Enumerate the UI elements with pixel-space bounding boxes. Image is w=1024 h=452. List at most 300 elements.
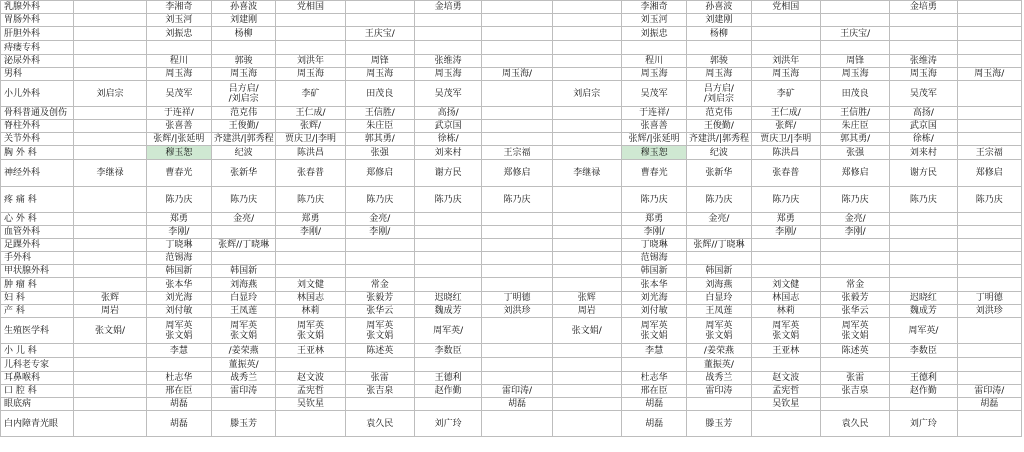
doctor-cell[interactable]: 刘洪年 (276, 55, 345, 68)
doctor-cell[interactable]: 张辉/|张延明 (621, 133, 686, 146)
doctor-cell[interactable] (552, 187, 621, 213)
doctor-cell[interactable]: 王信胜/ (820, 107, 889, 120)
doctor-cell[interactable]: 李刚/ (276, 226, 345, 239)
doctor-cell[interactable] (687, 226, 751, 239)
doctor-cell[interactable] (74, 213, 146, 226)
doctor-cell[interactable]: 徐栋/ (414, 133, 481, 146)
doctor-cell[interactable] (552, 14, 621, 27)
doctor-cell[interactable] (74, 133, 146, 146)
department-cell[interactable]: 血管外科 (1, 226, 74, 239)
doctor-cell[interactable]: 周玉海 (345, 68, 414, 81)
doctor-cell[interactable] (74, 372, 146, 385)
doctor-cell[interactable]: 周军英 张文娟 (621, 318, 686, 344)
doctor-cell[interactable] (276, 239, 345, 252)
department-cell[interactable]: 小 儿 科 (1, 344, 74, 358)
doctor-cell[interactable]: 周玉海 (414, 68, 481, 81)
department-cell[interactable]: 口 腔 科 (1, 385, 74, 398)
doctor-cell[interactable]: 王宗福 (482, 146, 552, 160)
doctor-cell[interactable] (957, 344, 1021, 358)
department-cell[interactable]: 关节外科 (1, 133, 74, 146)
doctor-cell[interactable]: 王凤莲 (687, 305, 751, 318)
doctor-cell[interactable]: 郑修启 (345, 160, 414, 187)
doctor-cell[interactable] (552, 226, 621, 239)
doctor-cell[interactable] (820, 252, 889, 265)
doctor-cell[interactable]: 常金 (345, 278, 414, 292)
doctor-cell[interactable]: 常金 (820, 278, 889, 292)
doctor-cell[interactable] (74, 107, 146, 120)
doctor-cell[interactable] (890, 27, 957, 41)
doctor-cell[interactable]: 胡磊 (146, 411, 211, 437)
department-cell[interactable]: 耳鼻喉科 (1, 372, 74, 385)
doctor-cell[interactable]: 李慧 (621, 344, 686, 358)
doctor-cell[interactable] (482, 372, 552, 385)
doctor-cell[interactable]: 李继禄 (552, 160, 621, 187)
doctor-cell[interactable]: 郑勇 (751, 213, 820, 226)
department-cell[interactable]: 男科 (1, 68, 74, 81)
doctor-cell[interactable]: 李刚/ (820, 226, 889, 239)
doctor-cell[interactable]: 陈乃庆 (146, 187, 211, 213)
doctor-cell[interactable]: 张华云 (345, 305, 414, 318)
doctor-cell[interactable] (74, 41, 146, 55)
doctor-cell[interactable]: 谢方民 (414, 160, 481, 187)
doctor-cell[interactable]: 刘来村 (890, 146, 957, 160)
doctor-cell[interactable]: 于连祥/ (621, 107, 686, 120)
doctor-cell[interactable]: 周军英/ (890, 318, 957, 344)
doctor-cell[interactable] (146, 358, 211, 372)
doctor-cell[interactable]: 王仁成/ (276, 107, 345, 120)
doctor-cell[interactable] (552, 358, 621, 372)
doctor-cell[interactable]: 张喜善 (621, 120, 686, 133)
doctor-cell[interactable] (957, 372, 1021, 385)
doctor-cell[interactable]: 李湘奇 (146, 1, 211, 14)
doctor-cell[interactable]: 丁晓琳 (621, 239, 686, 252)
doctor-cell[interactable] (552, 146, 621, 160)
doctor-cell[interactable] (820, 358, 889, 372)
doctor-cell[interactable] (74, 252, 146, 265)
doctor-cell[interactable]: 胡磊 (957, 398, 1021, 411)
doctor-cell[interactable] (957, 133, 1021, 146)
doctor-cell[interactable]: 孟宪哲 (751, 385, 820, 398)
department-cell[interactable]: 妇 科 (1, 292, 74, 305)
doctor-cell[interactable] (957, 120, 1021, 133)
doctor-cell[interactable] (751, 41, 820, 55)
doctor-cell[interactable]: 党相国 (751, 1, 820, 14)
doctor-cell[interactable]: 李继禄 (74, 160, 146, 187)
doctor-cell[interactable] (482, 120, 552, 133)
doctor-cell[interactable]: 高扬/ (890, 107, 957, 120)
doctor-cell[interactable] (482, 278, 552, 292)
doctor-cell[interactable]: 周军英 张文娟 (276, 318, 345, 344)
doctor-cell[interactable] (552, 107, 621, 120)
doctor-cell[interactable]: 张维涛 (890, 55, 957, 68)
doctor-cell[interactable]: 郑修启 (957, 160, 1021, 187)
doctor-cell[interactable]: 吴钦星 (751, 398, 820, 411)
doctor-cell[interactable]: 陈乃庆 (212, 187, 276, 213)
doctor-cell[interactable] (751, 14, 820, 27)
doctor-cell[interactable] (345, 252, 414, 265)
doctor-cell[interactable] (345, 398, 414, 411)
doctor-cell[interactable] (74, 239, 146, 252)
doctor-cell[interactable]: 丁明德 (482, 292, 552, 305)
doctor-cell[interactable]: 周军英 张文娟 (687, 318, 751, 344)
doctor-cell[interactable] (276, 41, 345, 55)
doctor-cell[interactable]: 白显玲 (212, 292, 276, 305)
doctor-cell[interactable]: 雷印涛/ (482, 385, 552, 398)
department-cell[interactable]: 骨科普通及创伤 (1, 107, 74, 120)
doctor-cell[interactable]: 刘来村 (414, 146, 481, 160)
doctor-cell[interactable] (74, 358, 146, 372)
doctor-cell[interactable] (552, 252, 621, 265)
doctor-cell[interactable] (957, 278, 1021, 292)
doctor-cell[interactable] (482, 1, 552, 14)
doctor-cell[interactable]: 林国志 (276, 292, 345, 305)
doctor-cell[interactable]: 张新华 (212, 160, 276, 187)
doctor-cell[interactable]: 赵文波 (751, 372, 820, 385)
doctor-cell[interactable]: 雷印涛 (687, 385, 751, 398)
doctor-cell[interactable]: 田茂良 (345, 81, 414, 107)
doctor-cell[interactable]: 王俊勤/ (687, 120, 751, 133)
doctor-cell[interactable]: 贾庆卫/|李明 (276, 133, 345, 146)
doctor-cell[interactable] (552, 55, 621, 68)
doctor-cell[interactable]: 王亚林 (276, 344, 345, 358)
doctor-cell[interactable] (276, 358, 345, 372)
doctor-cell[interactable] (74, 385, 146, 398)
doctor-cell[interactable] (414, 27, 481, 41)
doctor-cell[interactable]: 刘玉河 (146, 14, 211, 27)
doctor-cell[interactable]: 刘光海 (621, 292, 686, 305)
doctor-cell[interactable]: 战秀兰 (687, 372, 751, 385)
doctor-cell[interactable]: 魏成芳 (414, 305, 481, 318)
doctor-cell[interactable]: 董振英/ (687, 358, 751, 372)
doctor-cell[interactable]: 穆玉恕 (146, 146, 211, 160)
doctor-cell[interactable]: 白显玲 (687, 292, 751, 305)
doctor-cell[interactable]: 王仁成/ (751, 107, 820, 120)
doctor-cell[interactable] (74, 344, 146, 358)
doctor-cell[interactable]: 金亮/ (687, 213, 751, 226)
doctor-cell[interactable]: 周玉海 (751, 68, 820, 81)
doctor-cell[interactable]: 吴茂军 (890, 81, 957, 107)
doctor-cell[interactable]: 张辉//丁晓琳 (687, 239, 751, 252)
doctor-cell[interactable]: 王亚林 (751, 344, 820, 358)
doctor-cell[interactable] (74, 14, 146, 27)
doctor-cell[interactable]: 程川 (146, 55, 211, 68)
department-cell[interactable]: 手外科 (1, 252, 74, 265)
doctor-cell[interactable]: 刘付敏 (146, 305, 211, 318)
doctor-cell[interactable] (552, 411, 621, 437)
doctor-cell[interactable] (957, 41, 1021, 55)
doctor-cell[interactable] (957, 55, 1021, 68)
doctor-cell[interactable]: 刘广玲 (890, 411, 957, 437)
doctor-cell[interactable]: 邢在臣 (621, 385, 686, 398)
doctor-cell[interactable]: 赵文波 (276, 372, 345, 385)
doctor-cell[interactable]: 刘振忠 (146, 27, 211, 41)
doctor-cell[interactable]: 周玉海 (820, 68, 889, 81)
doctor-cell[interactable] (74, 27, 146, 41)
doctor-cell[interactable]: 陈乃庆 (687, 187, 751, 213)
doctor-cell[interactable] (276, 27, 345, 41)
doctor-cell[interactable] (482, 226, 552, 239)
doctor-cell[interactable] (751, 358, 820, 372)
doctor-cell[interactable]: 金亮/ (212, 213, 276, 226)
doctor-cell[interactable]: 于连祥/ (146, 107, 211, 120)
department-cell[interactable]: 肿 瘤 科 (1, 278, 74, 292)
doctor-cell[interactable]: 张文娟/ (74, 318, 146, 344)
doctor-cell[interactable]: 丁晓琳 (146, 239, 211, 252)
doctor-cell[interactable] (890, 14, 957, 27)
doctor-cell[interactable]: 周玉海 (276, 68, 345, 81)
doctor-cell[interactable]: 吕方启/ /刘启宗 (687, 81, 751, 107)
doctor-cell[interactable]: 孟宪哲 (276, 385, 345, 398)
doctor-cell[interactable]: 周军英 张文娟 (146, 318, 211, 344)
doctor-cell[interactable]: 张辉//丁晓琳 (212, 239, 276, 252)
doctor-cell[interactable] (345, 41, 414, 55)
doctor-cell[interactable] (212, 398, 276, 411)
doctor-cell[interactable]: 胡磊 (146, 398, 211, 411)
doctor-cell[interactable]: 张吉泉 (820, 385, 889, 398)
doctor-cell[interactable] (345, 358, 414, 372)
doctor-cell[interactable]: 张强 (820, 146, 889, 160)
doctor-cell[interactable] (890, 265, 957, 278)
department-cell[interactable]: 脊柱外科 (1, 120, 74, 133)
department-cell[interactable]: 疼 痛 科 (1, 187, 74, 213)
doctor-cell[interactable]: 范锡海 (146, 252, 211, 265)
doctor-cell[interactable]: 陈述英 (820, 344, 889, 358)
doctor-cell[interactable]: 陈乃庆 (482, 187, 552, 213)
doctor-cell[interactable]: 刘海燕 (212, 278, 276, 292)
doctor-cell[interactable] (820, 41, 889, 55)
doctor-cell[interactable] (345, 14, 414, 27)
doctor-cell[interactable]: 张毅芳 (820, 292, 889, 305)
doctor-cell[interactable] (890, 278, 957, 292)
doctor-cell[interactable]: 刘洪珍 (957, 305, 1021, 318)
doctor-cell[interactable]: 孙喜波 (687, 1, 751, 14)
doctor-cell[interactable] (552, 398, 621, 411)
doctor-cell[interactable]: 吕方启/ /刘启宗 (212, 81, 276, 107)
doctor-cell[interactable]: 陈述英 (345, 344, 414, 358)
doctor-cell[interactable]: 雷印涛/ (957, 385, 1021, 398)
doctor-cell[interactable]: 周军英 张文娟 (345, 318, 414, 344)
doctor-cell[interactable]: 杨柳 (212, 27, 276, 41)
doctor-cell[interactable]: 王凤莲 (212, 305, 276, 318)
doctor-cell[interactable] (687, 398, 751, 411)
doctor-cell[interactable] (414, 398, 481, 411)
doctor-cell[interactable]: 陈乃庆 (751, 187, 820, 213)
department-cell[interactable]: 肝胆外科 (1, 27, 74, 41)
doctor-cell[interactable] (482, 411, 552, 437)
doctor-cell[interactable]: 韩国新 (621, 265, 686, 278)
doctor-cell[interactable]: 吴茂军 (621, 81, 686, 107)
doctor-cell[interactable] (414, 226, 481, 239)
doctor-cell[interactable]: 郭骏 (212, 55, 276, 68)
doctor-cell[interactable]: 朱庄臣 (820, 120, 889, 133)
doctor-cell[interactable]: 杜志华 (146, 372, 211, 385)
doctor-cell[interactable]: 李数臣 (414, 344, 481, 358)
doctor-cell[interactable]: 林莉 (276, 305, 345, 318)
doctor-cell[interactable]: 袁久民 (345, 411, 414, 437)
doctor-cell[interactable]: 郑勇 (276, 213, 345, 226)
doctor-cell[interactable]: 张华云 (820, 305, 889, 318)
doctor-cell[interactable] (820, 239, 889, 252)
doctor-cell[interactable]: 齐建洪/|郭秀程 (212, 133, 276, 146)
doctor-cell[interactable]: 滕玉芳 (687, 411, 751, 437)
doctor-cell[interactable]: 张辉 (552, 292, 621, 305)
doctor-cell[interactable] (276, 411, 345, 437)
doctor-cell[interactable] (74, 265, 146, 278)
doctor-cell[interactable]: 金培勇 (890, 1, 957, 14)
doctor-cell[interactable] (890, 226, 957, 239)
doctor-cell[interactable]: 周玉海 (212, 68, 276, 81)
doctor-cell[interactable]: 穆玉恕 (621, 146, 686, 160)
doctor-cell[interactable]: 张新华 (687, 160, 751, 187)
doctor-cell[interactable]: 郭其勇/ (345, 133, 414, 146)
doctor-cell[interactable]: 曹春光 (146, 160, 211, 187)
doctor-cell[interactable] (74, 226, 146, 239)
doctor-cell[interactable] (957, 14, 1021, 27)
doctor-cell[interactable] (552, 213, 621, 226)
doctor-cell[interactable]: 王宗福 (957, 146, 1021, 160)
department-cell[interactable]: 泌尿外科 (1, 55, 74, 68)
doctor-cell[interactable] (414, 265, 481, 278)
doctor-cell[interactable]: 刘光海 (146, 292, 211, 305)
doctor-cell[interactable] (552, 68, 621, 81)
doctor-cell[interactable]: 林莉 (751, 305, 820, 318)
doctor-cell[interactable]: 邢在臣 (146, 385, 211, 398)
doctor-cell[interactable]: 张辉/ (751, 120, 820, 133)
doctor-cell[interactable]: 周锋 (820, 55, 889, 68)
doctor-cell[interactable]: 韩国新 (212, 265, 276, 278)
doctor-cell[interactable] (820, 398, 889, 411)
doctor-cell[interactable] (890, 41, 957, 55)
doctor-cell[interactable]: 李矿 (276, 81, 345, 107)
doctor-cell[interactable] (751, 411, 820, 437)
doctor-cell[interactable] (890, 252, 957, 265)
doctor-cell[interactable]: /姜荣燕 (212, 344, 276, 358)
doctor-cell[interactable]: 孙喜波 (212, 1, 276, 14)
doctor-cell[interactable] (482, 55, 552, 68)
doctor-cell[interactable]: 胡磊 (621, 398, 686, 411)
doctor-cell[interactable]: 刘建刚 (687, 14, 751, 27)
doctor-cell[interactable] (552, 120, 621, 133)
doctor-cell[interactable]: 陈乃庆 (621, 187, 686, 213)
doctor-cell[interactable]: 周岩 (74, 305, 146, 318)
doctor-cell[interactable] (482, 265, 552, 278)
doctor-cell[interactable] (74, 68, 146, 81)
doctor-cell[interactable]: 周军英 张文娟 (212, 318, 276, 344)
doctor-cell[interactable]: 曹春光 (621, 160, 686, 187)
doctor-cell[interactable]: 张毅芳 (345, 292, 414, 305)
doctor-cell[interactable] (345, 239, 414, 252)
doctor-cell[interactable] (414, 252, 481, 265)
department-cell[interactable]: 心 外 科 (1, 213, 74, 226)
doctor-cell[interactable]: 王俊勤/ (212, 120, 276, 133)
doctor-cell[interactable] (751, 239, 820, 252)
doctor-cell[interactable]: 金亮/ (345, 213, 414, 226)
doctor-cell[interactable]: 周玉海/ (957, 68, 1021, 81)
doctor-cell[interactable] (345, 265, 414, 278)
doctor-cell[interactable] (276, 252, 345, 265)
doctor-cell[interactable]: 郭其勇/ (820, 133, 889, 146)
doctor-cell[interactable]: 张强 (345, 146, 414, 160)
doctor-cell[interactable]: 刘广玲 (414, 411, 481, 437)
doctor-cell[interactable]: 陈乃庆 (414, 187, 481, 213)
doctor-cell[interactable] (414, 278, 481, 292)
doctor-cell[interactable]: 郭骏 (687, 55, 751, 68)
doctor-cell[interactable]: 张本华 (146, 278, 211, 292)
doctor-cell[interactable]: 刘洪年 (751, 55, 820, 68)
doctor-cell[interactable]: 魏成芳 (890, 305, 957, 318)
doctor-cell[interactable] (74, 55, 146, 68)
doctor-cell[interactable]: 党相国 (276, 1, 345, 14)
doctor-cell[interactable] (276, 265, 345, 278)
doctor-cell[interactable]: 战秀兰 (212, 372, 276, 385)
doctor-cell[interactable] (482, 81, 552, 107)
doctor-cell[interactable] (957, 358, 1021, 372)
doctor-cell[interactable] (957, 1, 1021, 14)
doctor-cell[interactable]: 刘文健 (751, 278, 820, 292)
doctor-cell[interactable]: 张春普 (751, 160, 820, 187)
department-cell[interactable]: 神经外科 (1, 160, 74, 187)
doctor-cell[interactable]: 贾庆卫/|李明 (751, 133, 820, 146)
doctor-cell[interactable] (482, 318, 552, 344)
doctor-cell[interactable]: 周军英 张文娟 (820, 318, 889, 344)
doctor-cell[interactable]: 李刚/ (146, 226, 211, 239)
doctor-cell[interactable] (957, 81, 1021, 107)
department-cell[interactable]: 生殖医学科 (1, 318, 74, 344)
doctor-cell[interactable]: 武京国 (890, 120, 957, 133)
doctor-cell[interactable]: 周军英 张文娟 (751, 318, 820, 344)
doctor-cell[interactable]: 张维涛 (414, 55, 481, 68)
doctor-cell[interactable] (482, 358, 552, 372)
department-cell[interactable]: 甲状腺外科 (1, 265, 74, 278)
doctor-cell[interactable]: 杨柳 (687, 27, 751, 41)
doctor-cell[interactable]: 李慧 (146, 344, 211, 358)
doctor-cell[interactable] (482, 213, 552, 226)
doctor-cell[interactable] (890, 358, 957, 372)
doctor-cell[interactable] (890, 239, 957, 252)
doctor-cell[interactable]: 李数臣 (890, 344, 957, 358)
doctor-cell[interactable] (957, 411, 1021, 437)
doctor-cell[interactable]: 李湘奇 (621, 1, 686, 14)
doctor-cell[interactable] (957, 265, 1021, 278)
doctor-cell[interactable] (552, 265, 621, 278)
doctor-cell[interactable] (212, 226, 276, 239)
doctor-cell[interactable]: 朱庄臣 (345, 120, 414, 133)
doctor-cell[interactable] (751, 265, 820, 278)
doctor-cell[interactable]: 郑修启 (820, 160, 889, 187)
doctor-cell[interactable]: 雷印涛 (212, 385, 276, 398)
doctor-cell[interactable] (74, 411, 146, 437)
doctor-cell[interactable]: 郑勇 (146, 213, 211, 226)
doctor-cell[interactable] (820, 14, 889, 27)
doctor-cell[interactable]: 刘洪珍 (482, 305, 552, 318)
doctor-cell[interactable] (482, 133, 552, 146)
doctor-cell[interactable]: 滕玉芳 (212, 411, 276, 437)
doctor-cell[interactable] (414, 239, 481, 252)
doctor-cell[interactable]: 吴茂军 (414, 81, 481, 107)
doctor-cell[interactable]: 张喜善 (146, 120, 211, 133)
doctor-cell[interactable]: 张文娟/ (552, 318, 621, 344)
doctor-cell[interactable]: 陈乃庆 (957, 187, 1021, 213)
doctor-cell[interactable] (552, 41, 621, 55)
doctor-cell[interactable] (414, 213, 481, 226)
doctor-cell[interactable] (276, 14, 345, 27)
department-cell[interactable]: 足踝外科 (1, 239, 74, 252)
doctor-cell[interactable]: 刘建刚 (212, 14, 276, 27)
doctor-cell[interactable]: 张辉/ (276, 120, 345, 133)
doctor-cell[interactable] (146, 41, 211, 55)
doctor-cell[interactable] (751, 27, 820, 41)
doctor-cell[interactable]: 郑勇 (621, 213, 686, 226)
